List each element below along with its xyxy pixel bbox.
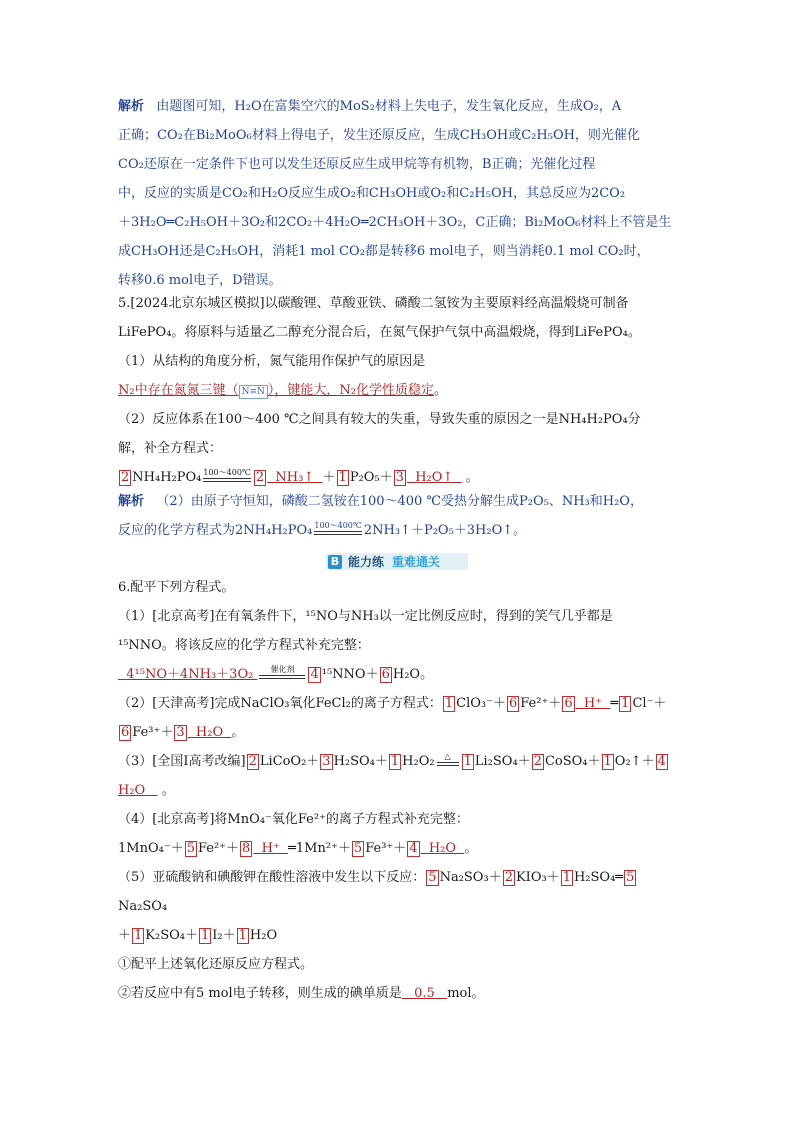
coefficient-box: 2 xyxy=(255,470,265,485)
explanation-1-line-5: ＋3H₂O═C₂H₅OH＋3O₂和2CO₂＋4H₂O═2CH₃OH＋3O₂，C正确；Bi₂MoO₆材料上不管是生 xyxy=(118,215,672,230)
explanation-1-line-6: 成CH₃OH还是C₂H₅OH，消耗1 mol CO₂都是转移6 mol电子，则当消耗0.1 mol CO₂时， xyxy=(118,244,650,259)
coefficient-box: 6 xyxy=(508,696,518,711)
question-6-part-5-cont: ＋ 1 K₂SO₄＋ 1 I₂＋ 1 H₂O xyxy=(118,928,278,943)
coefficient-box: 3 xyxy=(322,754,331,769)
coefficient-box: 6 xyxy=(564,696,573,711)
explanation-1-line-3: CO₂还原在一定条件下也可以发生还原反应生成甲烷等有机物，B正确；光催化过程 xyxy=(118,157,596,172)
coefficient-box: 5 xyxy=(626,870,635,885)
question-6-part-3: （3）[全国Ⅰ高考改编] 2 LiCoO₂＋ 3 H₂SO₄＋ 1 H₂O₂ △ 1 Li₂SO₄＋ 2 CoSO₄＋ 1 O₂↑＋ 4 xyxy=(118,752,666,769)
explanation-2-line-1: 解析 （2）由原子守恒知，磷酸二氢铵在100～400 ℃受热分解生成P₂O₅、NH₃和H₂O， xyxy=(118,494,643,509)
explanation-2 xyxy=(118,487,678,545)
coefficient-box: 6 xyxy=(121,725,130,740)
question-5 xyxy=(118,289,678,492)
section-title: 能力练 xyxy=(348,555,385,569)
coefficient-box: 3 xyxy=(395,470,404,485)
question-6-part-5: （5）亚硫酸钠和碘酸钾在酸性溶液中发生以下反应： 5 Na₂SO₃＋ 2 KIO₃＋ 1 H₂SO₄═ 5Na₂SO₄ xyxy=(118,870,635,914)
coefficient-box: 1 xyxy=(444,696,454,711)
coefficient-box: 4 xyxy=(657,754,666,769)
question-6-part-4: （4）[北京高考]将MnO₄⁻氧化Fe²⁺的离子方程式补充完整： xyxy=(118,812,469,827)
coefficient-box: 1 xyxy=(134,928,143,943)
explanation-1-line-4: 中，反应的实质是CO₂和H₂O反应生成O₂和CH₃OH或O₂和C₂H₅OH，其总反应为2CO₂ xyxy=(118,186,626,201)
section-subtitle: 重难通关 xyxy=(392,555,441,569)
question-6-equation-4: 1MnO₄⁻＋ 5 Fe²⁺＋ 8 H⁺ ═1Mn²⁺＋ 5 Fe³⁺＋ 4 H₂O 。 xyxy=(118,841,478,856)
section-badge: B xyxy=(328,555,342,569)
question-5-part-1: （1）从结构的角度分析，氮气能用作保护气的原因是 xyxy=(118,354,426,369)
coefficient-box: 1 xyxy=(238,928,247,943)
reaction-arrow: 100～400℃ xyxy=(314,522,362,535)
coefficient-box: 4 xyxy=(310,667,319,682)
coefficient-box: 5 xyxy=(186,841,195,856)
coefficient-box: 1 xyxy=(603,754,612,769)
coefficient-box: 2 xyxy=(533,754,542,769)
coefficient-box: 2 xyxy=(121,470,130,485)
explanation-1-line-7: 转移0.6 mol电子，D错误。 xyxy=(118,273,282,288)
question-6-part-2: （2）[天津高考]完成NaClO₃氧化FeCl₂的离子方程式： 1 ClO₃⁻＋ 6 Fe²⁺＋ 6 H⁺ ═ 1 Cl⁻＋ xyxy=(118,696,667,711)
coefficient-box: 5 xyxy=(353,841,363,856)
question-5-part-2-line-2: 解，补全方程式： xyxy=(118,441,223,456)
coefficient-box: 6 xyxy=(381,667,390,682)
reaction-arrow: 催化剂 xyxy=(259,666,305,679)
coefficient-box: 4 xyxy=(409,841,418,856)
coefficient-box: 1 xyxy=(621,696,630,711)
reaction-arrow: 100～400℃ xyxy=(203,469,251,482)
question-6-title: 6.配平下列方程式。 xyxy=(118,580,235,595)
question-6-equation-1: 4¹⁵NO＋4NH₃＋3O₂ 催化剂 4 ¹⁵NNO＋ 6 H₂O。 xyxy=(126,665,434,682)
explanation-1-line-2: 正确；CO₂在Bi₂MoO₆材料上得电子，发生还原反应，生成CH₃OH或C₂H₅OH，则光催化 xyxy=(118,128,640,143)
question-6-part-1-line-1: （1）[北京高考]在有氧条件下，¹⁵NO与NH₃以一定比例反应时，得到的笑气几乎都是 xyxy=(118,609,613,624)
reaction-arrow: △ xyxy=(437,753,459,766)
question-6 xyxy=(118,573,678,1008)
explanation-1 xyxy=(118,92,678,295)
section-header xyxy=(326,553,468,570)
coefficient-box: 8 xyxy=(242,841,251,856)
question-6-sub-2: ②若反应中有5 mol电子转移，则生成的碘单质是 0.5 mol。 xyxy=(118,986,485,1001)
coefficient-box: 2 xyxy=(504,870,513,885)
coefficient-box: 1 xyxy=(562,870,571,885)
question-5-part-2-line-1: （2）反应体系在100～400 ℃之间具有较大的失重，导致失重的原因之一是NH₄H₂PO₄分 xyxy=(118,412,641,427)
coefficient-box: 1 xyxy=(390,754,400,769)
coefficient-box: 5 xyxy=(428,870,437,885)
question-6-part-3-cont: H₂O 。 xyxy=(118,783,175,798)
coefficient-box: 2 xyxy=(248,754,257,769)
coefficient-box: 1 xyxy=(338,470,347,485)
explanation-2-line-2: 反应的化学方程式为2NH₄H₂PO₄ 100～400℃ 2NH₃↑＋P₂O₅＋3H₂O↑。 xyxy=(118,521,527,538)
explanation-1-line-1: 解析 由题图可知，H₂O在富集空穴的MoS₂材料上失电子，发生氧化反应，生成O₂，A xyxy=(118,99,622,114)
question-6-sub-1: ①配平上述氧化还原反应方程式。 xyxy=(118,957,314,972)
coefficient-box: 1 xyxy=(463,754,472,769)
question-5-equation: 2 NH₄H₂PO₄ 100～400℃ 2 NH₃↑ ＋ 1 P₂O₅＋ 3 H₂O↑ 。 xyxy=(121,468,479,485)
question-6-part-2-cont: 6 Fe³⁺＋ 3 H₂O 。 xyxy=(121,725,245,740)
question-5-stem-line-1: 5.[2024北京东城区模拟]以碳酸锂、草酸亚铁、磷酸二氢铵为主要原料经高温煅烧可制备 xyxy=(118,296,629,311)
question-5-answer-1: N₂中存在氮氮三键（ N≡N ），键能大，N₂化学性质稳定。 xyxy=(118,383,447,398)
question-5-stem-line-2: LiFePO₄。将原料与适量乙二醇充分混合后，在氮气保护气氛中高温煅烧，得到LiFePO₄。 xyxy=(118,325,641,340)
triple-bond-structure: N≡N xyxy=(239,385,268,399)
question-6-part-1-line-2: ¹⁵NNO。将该反应的化学方程式补充完整： xyxy=(118,638,370,653)
coefficient-box: 1 xyxy=(201,928,210,943)
coefficient-box: 3 xyxy=(176,725,185,740)
